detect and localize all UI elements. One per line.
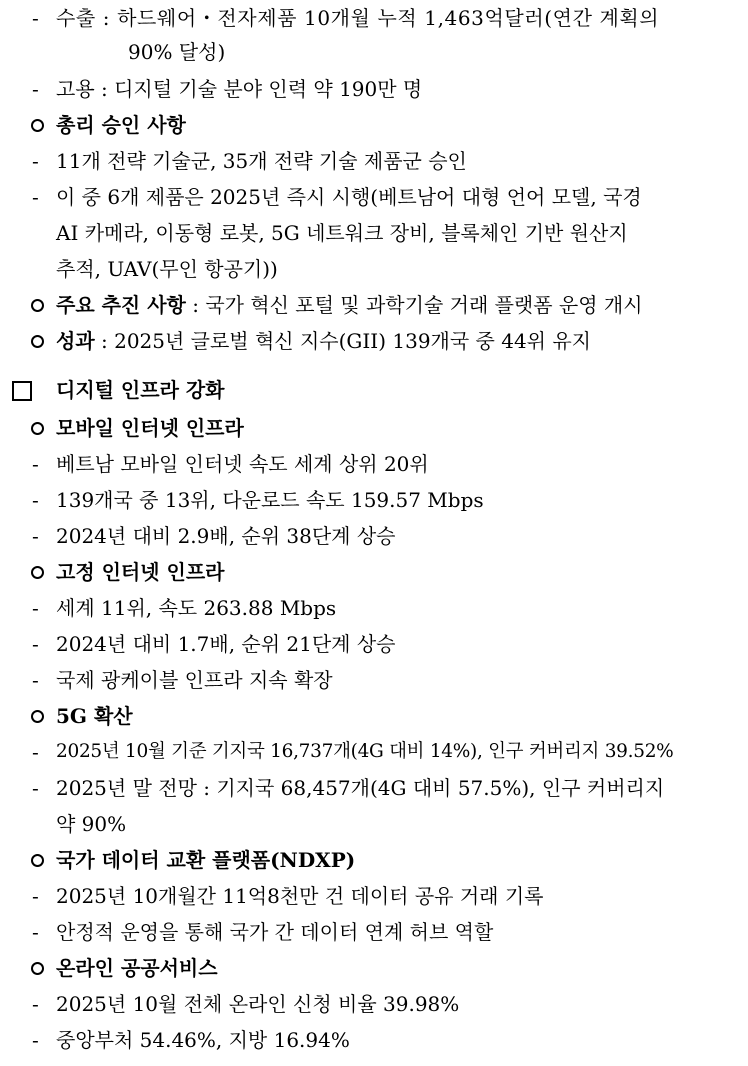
results-label: 성과 bbox=[56, 329, 95, 353]
square-bullet-icon bbox=[12, 381, 32, 401]
results-text: : 2025년 글로벌 혁신 지수(GII) 139개국 중 44위 유지 bbox=[94, 329, 591, 353]
circle-bullet-icon bbox=[31, 962, 44, 975]
circle-bullet-icon bbox=[31, 854, 44, 867]
key-initiatives-text: : 국가 혁신 포털 및 과학기술 거래 플랫폼 운영 개시 bbox=[185, 293, 643, 317]
circle-bullet-icon bbox=[31, 422, 44, 435]
circle-bullet-icon bbox=[31, 299, 44, 312]
circle-bullet-icon bbox=[31, 566, 44, 579]
key-initiatives-label: 주요 추진 사항 bbox=[56, 293, 186, 317]
circle-bullet-icon bbox=[31, 335, 44, 348]
circle-bullet-icon bbox=[31, 710, 44, 723]
circle-bullet-icon bbox=[31, 119, 44, 132]
